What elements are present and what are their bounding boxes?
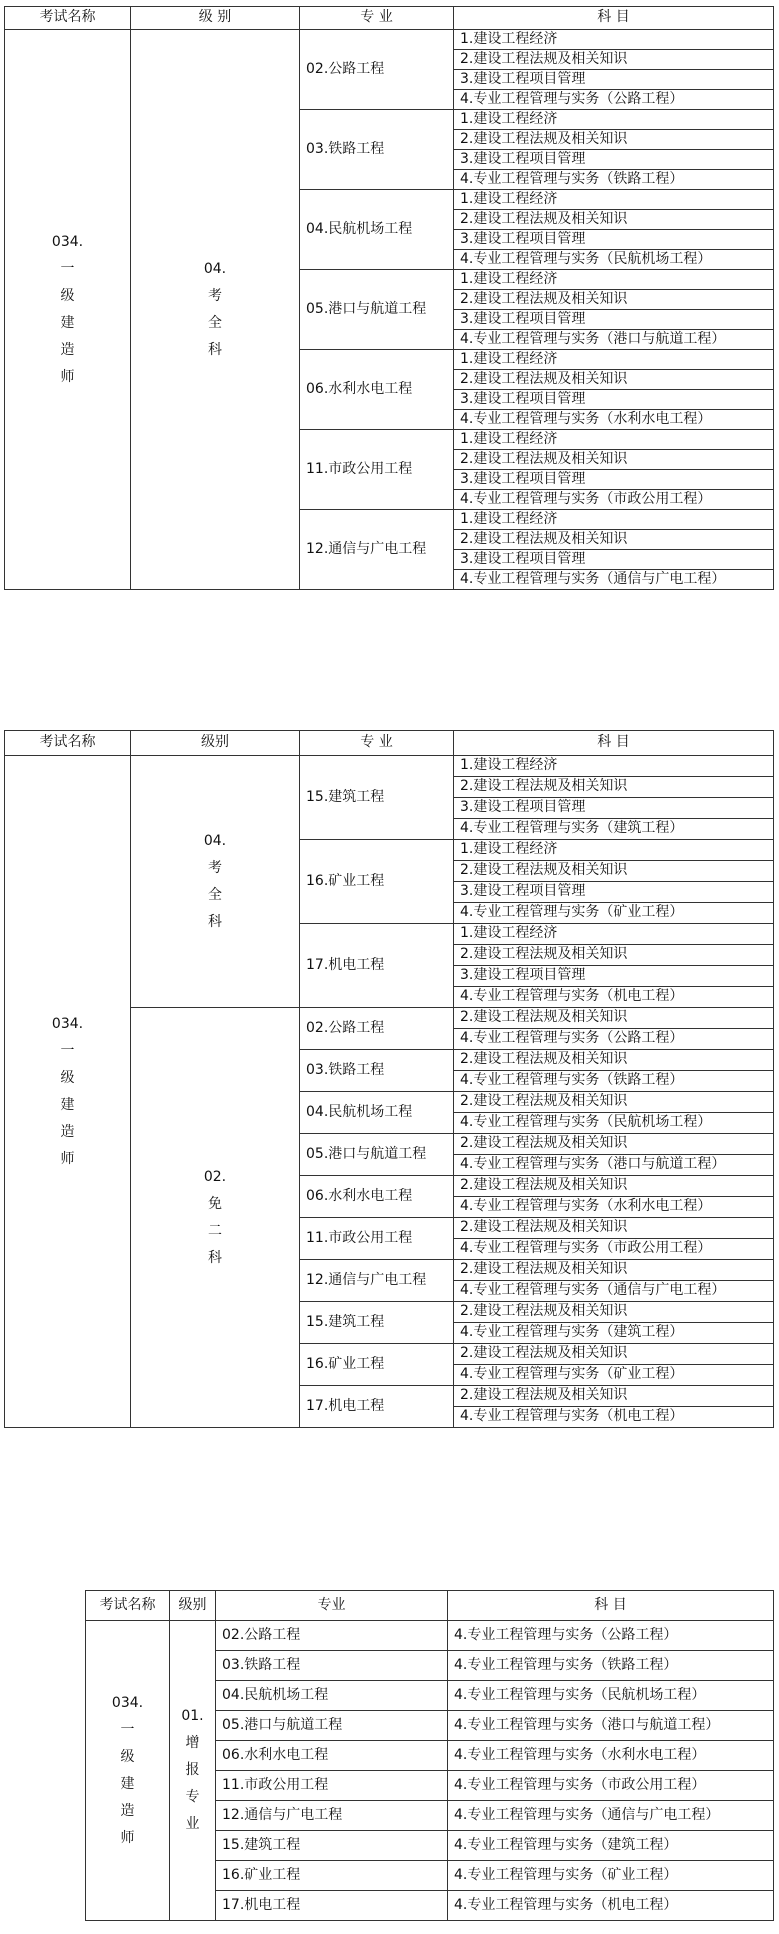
subject-cell: 3.建设工程项目管理 (454, 798, 774, 819)
exam-name-cell (86, 1621, 170, 1921)
level-cell (131, 756, 300, 1008)
major-cell: 11.市政公用工程 (216, 1771, 448, 1801)
column-header: 级 别 (131, 7, 300, 30)
major-cell: 17.机电工程 (300, 1386, 454, 1428)
column-header: 专 业 (300, 731, 454, 756)
major-cell: 06.水利水电工程 (300, 350, 454, 430)
subject-cell: 4.专业工程管理与实务（水利水电工程） (454, 410, 774, 430)
major-cell: 02.公路工程 (300, 1008, 454, 1050)
subject-cell: 4.专业工程管理与实务（民航机场工程） (454, 1113, 774, 1134)
subject-cell: 3.建设工程项目管理 (454, 882, 774, 903)
major-cell: 11.市政公用工程 (300, 1218, 454, 1260)
subject-cell: 2.建设工程法规及相关知识 (454, 1302, 774, 1323)
subject-cell: 2.建设工程法规及相关知识 (454, 210, 774, 230)
level-cell-char: 免 (208, 1195, 222, 1212)
exam-name-cell-char: 造 (60, 1123, 75, 1140)
major-cell: 12.通信与广电工程 (300, 510, 454, 590)
table-row (86, 1621, 774, 1651)
subject-cell: 1.建设工程经济 (454, 270, 774, 290)
subject-cell: 2.建设工程法规及相关知识 (454, 290, 774, 310)
major-cell: 15.建筑工程 (216, 1831, 448, 1861)
major-cell: 05.港口与航道工程 (300, 270, 454, 350)
major-cell: 16.矿业工程 (216, 1861, 448, 1891)
subject-cell: 4.专业工程管理与实务（铁路工程） (454, 1071, 774, 1092)
subject-cell: 4.专业工程管理与实务（建筑工程） (454, 1323, 774, 1344)
major-cell: 16.矿业工程 (300, 1344, 454, 1386)
subject-cell: 3.建设工程项目管理 (454, 550, 774, 570)
subject-cell: 4.专业工程管理与实务（机电工程） (448, 1891, 774, 1921)
subject-cell: 4.专业工程管理与实务（市政公用工程） (454, 490, 774, 510)
column-header: 科 目 (454, 731, 774, 756)
level-cell-char: 04. (203, 260, 227, 277)
exam-name-cell-char: 建 (60, 314, 75, 331)
subject-cell: 2.建设工程法规及相关知识 (454, 777, 774, 798)
table-row (5, 756, 774, 777)
subject-cell: 4.专业工程管理与实务（公路工程） (454, 1029, 774, 1050)
subject-cell: 4.专业工程管理与实务（民航机场工程） (454, 250, 774, 270)
subject-cell: 3.建设工程项目管理 (454, 150, 774, 170)
level-cell (131, 1008, 300, 1428)
major-cell: 11.市政公用工程 (300, 430, 454, 510)
subject-cell: 1.建设工程经济 (454, 924, 774, 945)
column-header: 考试名称 (86, 1591, 170, 1621)
subject-cell: 1.建设工程经济 (454, 756, 774, 777)
level-cell-char: 考 (208, 287, 222, 304)
subject-cell: 2.建设工程法规及相关知识 (454, 1218, 774, 1239)
exam-name-cell-char: 造 (60, 341, 75, 358)
subject-cell: 3.建设工程项目管理 (454, 470, 774, 490)
subject-cell: 4.专业工程管理与实务（矿业工程） (454, 903, 774, 924)
subject-cell: 1.建设工程经济 (454, 430, 774, 450)
exam-name-cell-char: 一 (120, 1721, 135, 1738)
level-cell-char: 报 (185, 1762, 200, 1778)
major-cell: 15.建筑工程 (300, 1302, 454, 1344)
subject-cell: 2.建设工程法规及相关知识 (454, 1260, 774, 1281)
exam-name-cell-char: 一 (60, 260, 75, 277)
level-cell-char: 01. (181, 1708, 204, 1724)
major-cell: 15.建筑工程 (300, 756, 454, 840)
level-cell-char: 业 (185, 1816, 200, 1832)
subject-cell: 4.专业工程管理与实务（铁路工程） (454, 170, 774, 190)
level-cell-char: 科 (208, 913, 222, 930)
subject-cell: 1.建设工程经济 (454, 350, 774, 370)
subject-cell: 4.专业工程管理与实务（通信与广电工程） (454, 1281, 774, 1302)
major-cell: 12.通信与广电工程 (216, 1801, 448, 1831)
subject-cell: 4.专业工程管理与实务（水利水电工程） (448, 1741, 774, 1771)
column-header: 考试名称 (5, 731, 131, 756)
level-cell-char: 02. (203, 1168, 227, 1185)
subject-cell: 2.建设工程法规及相关知识 (454, 50, 774, 70)
exam-name-cell (5, 756, 131, 1428)
column-header: 级别 (170, 1591, 216, 1621)
column-header: 科 目 (448, 1591, 774, 1621)
column-header: 科 目 (454, 7, 774, 30)
exam-table-3 (85, 1590, 774, 1921)
subject-cell: 4.专业工程管理与实务（公路工程） (454, 90, 774, 110)
major-cell: 03.铁路工程 (300, 110, 454, 190)
exam-name-cell-char: 建 (60, 1096, 75, 1113)
subject-cell: 2.建设工程法规及相关知识 (454, 1176, 774, 1197)
exam-name-cell-char: 一 (60, 1042, 75, 1059)
subject-cell: 2.建设工程法规及相关知识 (454, 1008, 774, 1029)
subject-cell: 4.专业工程管理与实务（市政公用工程） (448, 1771, 774, 1801)
subject-cell: 4.专业工程管理与实务（港口与航道工程） (454, 330, 774, 350)
exam-name-cell-char: 034. (51, 233, 84, 250)
column-header: 级别 (131, 731, 300, 756)
header-row (86, 1591, 774, 1621)
subject-cell: 2.建设工程法规及相关知识 (454, 1134, 774, 1155)
subject-cell: 4.专业工程管理与实务（民航机场工程） (448, 1681, 774, 1711)
subject-cell: 3.建设工程项目管理 (454, 230, 774, 250)
major-cell: 04.民航机场工程 (300, 190, 454, 270)
exam-name-cell-char: 级 (60, 1069, 75, 1086)
subject-cell: 2.建设工程法规及相关知识 (454, 530, 774, 550)
major-cell: 02.公路工程 (300, 30, 454, 110)
subject-cell: 1.建设工程经济 (454, 30, 774, 50)
level-cell-char: 二 (208, 1222, 222, 1239)
major-cell: 17.机电工程 (300, 924, 454, 1008)
major-cell: 17.机电工程 (216, 1891, 448, 1921)
subject-cell: 4.专业工程管理与实务（矿业工程） (454, 1365, 774, 1386)
major-cell: 05.港口与航道工程 (300, 1134, 454, 1176)
subject-cell: 1.建设工程经济 (454, 840, 774, 861)
level-cell-char: 全 (208, 886, 222, 903)
level-cell-char: 增 (185, 1735, 200, 1751)
subject-cell: 3.建设工程项目管理 (454, 390, 774, 410)
subject-cell: 4.专业工程管理与实务（水利水电工程） (454, 1197, 774, 1218)
exam-table-1 (4, 6, 774, 590)
level-cell-char: 专 (185, 1789, 200, 1805)
exam-name-cell-char: 造 (120, 1802, 135, 1819)
major-cell: 06.水利水电工程 (300, 1176, 454, 1218)
exam-name-cell-char: 师 (60, 368, 75, 385)
level-cell-char: 科 (208, 341, 222, 358)
subject-cell: 4.专业工程管理与实务（市政公用工程） (454, 1239, 774, 1260)
subject-cell: 2.建设工程法规及相关知识 (454, 861, 774, 882)
column-header: 考试名称 (5, 7, 131, 30)
exam-name-cell-char: 建 (120, 1775, 135, 1792)
exam-name-cell-char: 师 (120, 1829, 135, 1846)
exam-name-cell-char: 级 (60, 287, 75, 304)
exam-name-cell (5, 30, 131, 590)
subject-cell: 2.建设工程法规及相关知识 (454, 370, 774, 390)
exam-name-cell-char: 034. (111, 1694, 144, 1711)
major-cell: 16.矿业工程 (300, 840, 454, 924)
level-cell (131, 30, 300, 590)
subject-cell: 2.建设工程法规及相关知识 (454, 450, 774, 470)
subject-cell: 1.建设工程经济 (454, 190, 774, 210)
subject-cell: 4.专业工程管理与实务（机电工程） (454, 1407, 774, 1428)
level-cell-char: 04. (203, 832, 227, 849)
subject-cell: 2.建设工程法规及相关知识 (454, 1386, 774, 1407)
subject-cell: 2.建设工程法规及相关知识 (454, 945, 774, 966)
subject-cell: 2.建设工程法规及相关知识 (454, 1344, 774, 1365)
subject-cell: 4.专业工程管理与实务（通信与广电工程） (454, 570, 774, 590)
subject-cell: 2.建设工程法规及相关知识 (454, 1092, 774, 1113)
exam-name-cell-char: 师 (60, 1150, 75, 1167)
subject-cell: 3.建设工程项目管理 (454, 70, 774, 90)
level-cell-char: 全 (208, 314, 222, 331)
subject-cell: 2.建设工程法规及相关知识 (454, 1050, 774, 1071)
header-row (5, 731, 774, 756)
level-cell-char: 考 (208, 859, 222, 876)
subject-cell: 1.建设工程经济 (454, 510, 774, 530)
major-cell: 12.通信与广电工程 (300, 1260, 454, 1302)
level-cell (170, 1621, 216, 1921)
subject-cell: 4.专业工程管理与实务（通信与广电工程） (448, 1801, 774, 1831)
subject-cell: 4.专业工程管理与实务（建筑工程） (454, 819, 774, 840)
subject-cell: 1.建设工程经济 (454, 110, 774, 130)
major-cell: 03.铁路工程 (216, 1651, 448, 1681)
major-cell: 04.民航机场工程 (300, 1092, 454, 1134)
table-row (5, 30, 774, 50)
exam-name-cell-char: 级 (120, 1748, 135, 1765)
subject-cell: 4.专业工程管理与实务（铁路工程） (448, 1651, 774, 1681)
exam-name-cell-char: 034. (51, 1015, 84, 1032)
exam-table-2 (4, 730, 774, 1428)
subject-cell: 4.专业工程管理与实务（建筑工程） (448, 1831, 774, 1861)
major-cell: 03.铁路工程 (300, 1050, 454, 1092)
column-header: 专业 (216, 1591, 448, 1621)
column-header: 专 业 (300, 7, 454, 30)
subject-cell: 4.专业工程管理与实务（矿业工程） (448, 1861, 774, 1891)
major-cell: 04.民航机场工程 (216, 1681, 448, 1711)
subject-cell: 4.专业工程管理与实务（机电工程） (454, 987, 774, 1008)
subject-cell: 2.建设工程法规及相关知识 (454, 130, 774, 150)
subject-cell: 4.专业工程管理与实务（港口与航道工程） (448, 1711, 774, 1741)
subject-cell: 4.专业工程管理与实务（港口与航道工程） (454, 1155, 774, 1176)
major-cell: 02.公路工程 (216, 1621, 448, 1651)
subject-cell: 3.建设工程项目管理 (454, 966, 774, 987)
header-row (5, 7, 774, 30)
subject-cell: 3.建设工程项目管理 (454, 310, 774, 330)
major-cell: 06.水利水电工程 (216, 1741, 448, 1771)
major-cell: 05.港口与航道工程 (216, 1711, 448, 1741)
level-cell-char: 科 (208, 1249, 222, 1266)
subject-cell: 4.专业工程管理与实务（公路工程） (448, 1621, 774, 1651)
